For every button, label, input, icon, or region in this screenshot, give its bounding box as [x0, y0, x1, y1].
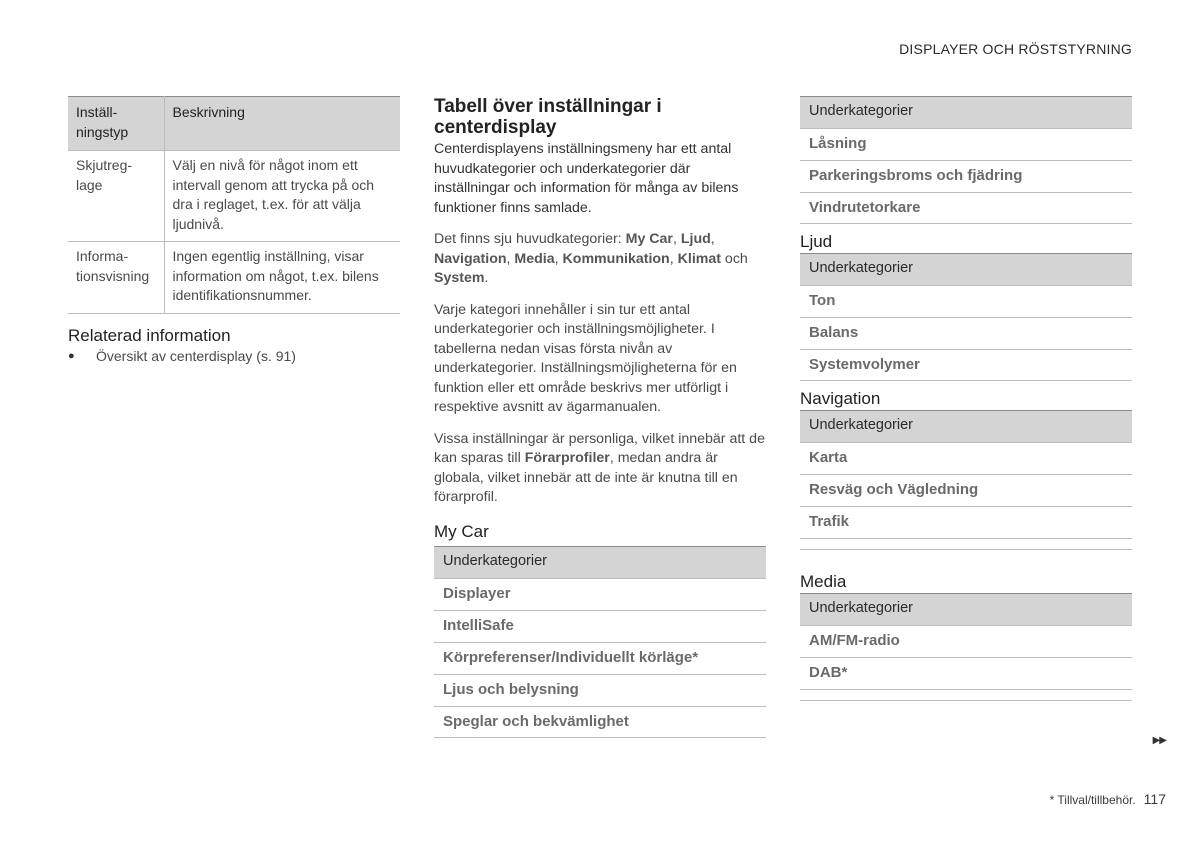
- table-row: [68, 151, 400, 242]
- mycar-heading: My Car: [434, 521, 489, 541]
- bullet-icon: ●: [68, 349, 75, 362]
- column-header-description: Beskrivning: [164, 97, 400, 151]
- profiles-text-before: Vissa inställningar är personliga, vilket innebär att de kan sparas till: [434, 430, 765, 466]
- subcategory-row: Ljus och belysning: [434, 674, 766, 706]
- subcategory-row: DAB*: [800, 657, 1132, 689]
- subcategory-row: Ton: [800, 285, 1132, 317]
- table-header-row: [68, 97, 400, 151]
- separator-text: ,: [672, 231, 681, 247]
- navigation-subcategory-table: [800, 410, 1132, 550]
- separator-text: ,: [669, 250, 678, 267]
- page-footer: [1050, 791, 1166, 807]
- right-column: [800, 96, 1132, 701]
- subcategory-row: Balans: [800, 317, 1132, 349]
- settings-type-table: [68, 96, 400, 314]
- categories-intro-text: Det finns sju huvudkategorier:: [434, 231, 626, 247]
- setting-type-line: Skjutreg-: [76, 157, 133, 173]
- profiles-paragraph: [434, 430, 766, 508]
- subcategory-row-empty: [800, 689, 1132, 701]
- separator-text: ,: [710, 231, 715, 247]
- subcategory-row: Systemvolymer: [800, 349, 1132, 381]
- subcategory-paragraph: Varje kategori innehåller i sin tur ett antal underkategorier och inställningsmöjligheter. I tabellerna nedan visas första nivån av underkategorier. Inställningsmöjligheterna för en funktion eller ett område beskrivs mer utförligt i respektive avsnitt av ägarmanualen.: [434, 301, 737, 415]
- categories-paragraph: [434, 230, 766, 289]
- setting-type-line: Informa-: [76, 248, 129, 264]
- subcategory-row-empty: [800, 538, 1132, 550]
- navigation-heading: Navigation: [800, 389, 881, 408]
- column-header-type-line: Inställ-: [76, 104, 118, 120]
- table-row: [68, 242, 400, 314]
- separator-text: ,: [506, 250, 515, 267]
- separator-text: ,: [554, 250, 563, 267]
- profiles-text-after: , medan andra är globala, vilket innebär att de inte är knutna till en förarprofil.: [434, 450, 738, 505]
- category-name: Media: [514, 250, 555, 267]
- category-name: System: [434, 270, 485, 286]
- column-header-type-line: ningstyp: [76, 123, 129, 140]
- category-name: Navigation: [434, 250, 507, 267]
- subcategory-row: Speglar och bekvämlighet: [434, 706, 766, 738]
- ljud-heading: Ljud: [800, 232, 833, 251]
- setting-description-cell: Ingen egentlig inställning, visar information om något, t.ex. bilens identifikationsnummer.: [164, 242, 400, 314]
- subcategory-header: Underkategorier: [800, 96, 1132, 128]
- separator-text: och: [720, 250, 748, 267]
- category-name: My Car: [625, 231, 673, 247]
- category-name: Ljud: [680, 231, 711, 247]
- mycar-continued-table: [800, 96, 1132, 224]
- running-header: DISPLAYER OCH RÖSTSTYRNING: [899, 41, 1132, 57]
- section-title: Tabell över inställningar i centerdisplay: [434, 96, 662, 138]
- intro-paragraph: Centerdisplayens inställningsmeny har ett antal huvudkategorier och underkategorier där inställningar och information för många av bilens funktioner finns samlade.: [434, 141, 739, 216]
- subcategory-row: Låsning: [800, 128, 1132, 160]
- setting-type-line: tionsvisning: [76, 267, 150, 284]
- period-text: .: [484, 270, 489, 286]
- subcategory-row: Displayer: [434, 578, 766, 610]
- related-info-heading: Relaterad information: [68, 325, 231, 345]
- related-link-label: Översikt av centerdisplay (s. 91): [96, 347, 296, 364]
- subcategory-header: Underkategorier: [800, 410, 1132, 442]
- subcategory-row: Körpreferenser/Individuellt körläge*: [434, 642, 766, 674]
- setting-type-cell: [68, 242, 164, 314]
- subcategory-header: Underkategorier: [800, 253, 1132, 285]
- subcategory-header: Underkategorier: [800, 593, 1132, 625]
- setting-description-cell: Välj en nivå för något inom ett intervall genom att trycka på och dra i reglaget, t.ex. för att välja ljudnivå.: [164, 151, 400, 242]
- subcategory-row: Vindrutetorkare: [800, 192, 1132, 224]
- subcategory-row: IntelliSafe: [434, 610, 766, 642]
- ljud-subcategory-table: [800, 253, 1132, 381]
- optional-equipment-note: * Tillval/tillbehör.: [1049, 793, 1136, 807]
- mycar-subcategory-table: [434, 546, 766, 738]
- left-column: [68, 96, 400, 364]
- related-link[interactable]: [68, 348, 400, 364]
- media-heading: Media: [800, 572, 847, 591]
- subcategory-row: Parkeringsbroms och fjädring: [800, 160, 1132, 192]
- subcategory-row: Resväg och Vägledning: [800, 474, 1132, 506]
- subcategory-row: Trafik: [800, 506, 1132, 538]
- subcategory-header: Underkategorier: [434, 546, 766, 578]
- driver-profiles-term: Förarprofiler: [524, 450, 610, 466]
- middle-column: [434, 96, 766, 738]
- setting-type-line: lage: [76, 176, 103, 193]
- category-name: Kommunikation: [562, 250, 670, 267]
- page-number: 117: [1143, 791, 1166, 807]
- category-name: Klimat: [677, 250, 721, 267]
- subcategory-row: AM/FM-radio: [800, 625, 1132, 657]
- media-subcategory-table: [800, 593, 1132, 701]
- subcategory-row: Karta: [800, 442, 1132, 474]
- setting-type-cell: [68, 151, 164, 242]
- column-header-type: [68, 97, 164, 151]
- double-arrow-right-icon: ▶▶: [1152, 735, 1166, 746]
